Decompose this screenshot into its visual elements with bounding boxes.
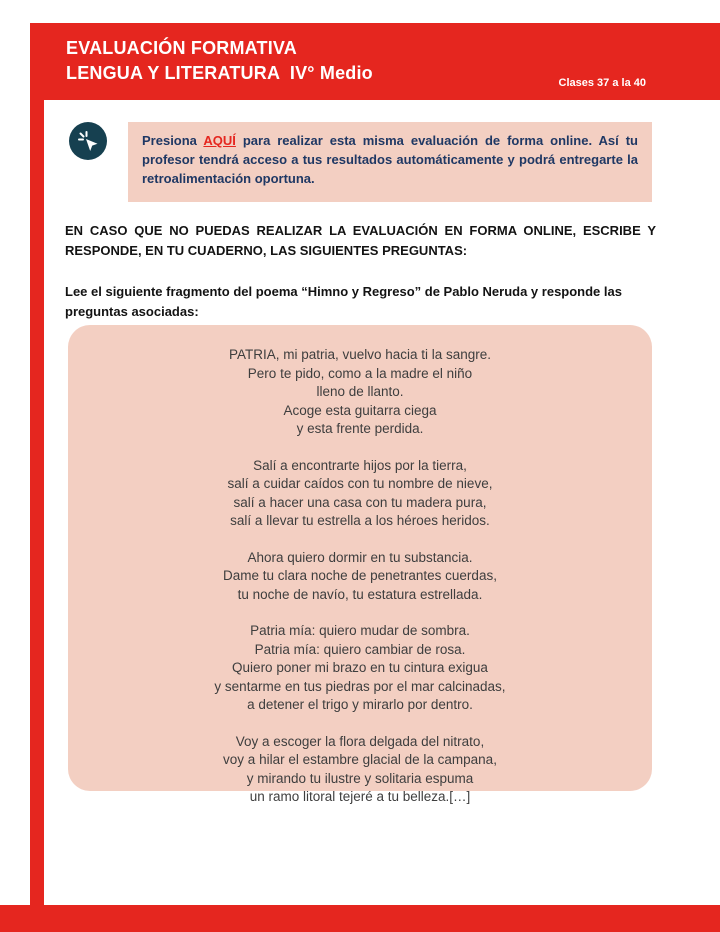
left-accent-stripe: [30, 23, 44, 905]
poem-line: salí a hacer una casa con tu madera pura,: [233, 494, 487, 510]
poem-line: Patria mía: quiero cambiar de rosa.: [254, 641, 466, 657]
poem-line: a detener el trigo y mirarlo por dentro.: [247, 697, 473, 712]
poem-stanza-4: [68, 622, 652, 715]
poem-line: Ahora quiero dormir en tu substancia.: [247, 549, 473, 565]
poem-line: y sentarme en tus piedras por el mar calcinadas,: [214, 678, 506, 694]
poem-line: Quiero poner mi brazo en tu cintura exigua: [232, 660, 488, 675]
notice-text-after: para realizar esta misma evaluación de forma online. Así tu profesor tendrá acceso a tus resultados automáticamente y podrá entregarte la retroalimentación oportuna.: [142, 133, 638, 186]
poem-line: lleno de llanto.: [316, 384, 404, 399]
notice-text-before: Presiona: [142, 133, 197, 148]
header-titles: [66, 36, 373, 86]
poem-stanza-3: [68, 549, 652, 605]
header-bar: [30, 23, 720, 100]
cursor-click-glyph: [76, 129, 100, 153]
poem-stanza-1: [68, 346, 652, 439]
poem-line: Dame tu clara noche de penetrantes cuerdas,: [223, 568, 497, 583]
poem-line: y mirando tu ilustre y solitaria espuma: [246, 770, 474, 786]
reading-instruction: Lee el siguiente fragmento del poema “Himno y Regreso” de Pablo Neruda y responde las preguntas asociadas:: [65, 284, 622, 320]
header-title-line2: LENGUA Y LITERATURA IV° Medio: [66, 63, 373, 83]
poem-stanza-2: [68, 457, 652, 531]
poem-line: Acoge esta guitarra ciega: [283, 402, 437, 418]
poem-line: un ramo litoral tejeré a tu belleza.[…]: [249, 789, 471, 804]
aqui-link[interactable]: AQUÍ: [203, 133, 236, 148]
poem-box: [68, 325, 652, 804]
poem-line: voy a hilar el estambre glacial de la campana,: [223, 752, 497, 767]
poem-line: PATRIA, mi patria, vuelvo hacia ti la sangre.: [228, 347, 492, 362]
poem-line: Voy a escoger la flora delgada del nitrato,: [235, 733, 485, 749]
offline-instruction: EN CASO QUE NO PUEDAS REALIZAR LA EVALUACIÓN EN FORMA ONLINE, ESCRIBE Y RESPONDE, EN TU CUADERNO, LAS SIGUIENTES PREGUNTAS:: [65, 223, 656, 259]
poem-line: salí a cuidar caídos con tu nombre de nieve,: [227, 476, 493, 491]
poem-line: Patria mía: quiero mudar de sombra.: [250, 623, 470, 638]
poem-line: salí a llevar tu estrella a los héroes heridos.: [230, 513, 490, 528]
header-classes-label: Clases 37 a la 40: [558, 77, 646, 89]
poem-line: y esta frente perdida.: [296, 421, 424, 436]
online-notice-text: [142, 132, 638, 189]
online-notice-box: [128, 122, 652, 202]
cursor-click-icon: [69, 122, 107, 160]
header-title-line1: EVALUACIÓN FORMATIVA: [66, 38, 297, 58]
poem-line: Pero te pido, como a la madre el niño: [247, 365, 473, 381]
poem-line: tu noche de navío, tu estatura estrellada.: [237, 586, 483, 602]
poem-stanza-5: [68, 733, 652, 807]
poem-line: Salí a encontrarte hijos por la tierra,: [253, 457, 467, 473]
bottom-bar: [0, 905, 720, 932]
